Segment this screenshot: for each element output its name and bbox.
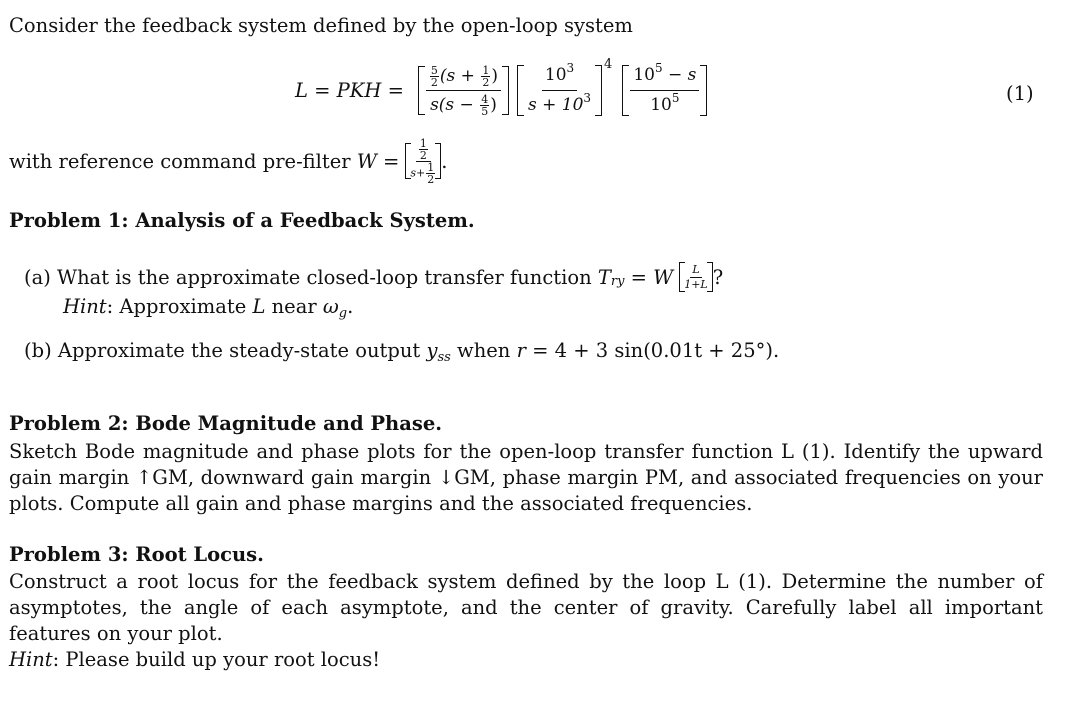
problem-1a-question: ? [712, 265, 724, 289]
factor-1-numerator: $\frac{5}{2}$ (s + $\frac{1}{2}$ ) [426, 64, 501, 91]
problem-1-title: Problem 1: Analysis of a Feedback System. [9, 209, 475, 232]
prefilter-denominator: s+ $\frac{1}{2}$ [410, 160, 435, 186]
factor-1-bracket [418, 64, 509, 117]
factor-3-numerator: $10^5 - s$ [630, 63, 699, 91]
problem-2-title: Problem 2: Bode Magnitude and Phase. [9, 412, 443, 435]
factor-2-fraction [523, 60, 596, 118]
prefilter-fraction [410, 138, 436, 185]
intro-text: Consider the feedback system defined by the open-loop system [9, 14, 633, 37]
factor-2-bracket [517, 60, 602, 118]
prefilter-numerator: $\frac{1}{2}$ [416, 138, 431, 162]
factor-3-denominator: $10^5$ [650, 90, 680, 115]
transfer-T: T [597, 265, 611, 289]
problem-3-title: Problem 3: Root Locus. [9, 543, 264, 566]
prefilter-text: with reference command pre-filter [9, 149, 351, 173]
problem-2-body: Sketch Bode magnitude and phase plots for the open-loop transfer function L (1). Identify the upward gain margin ↑GM, downward gain margin ↓GM, phase margin PM, and associated frequencies on your plots. Compute all gain and phase margins and the associated frequencies. [9, 440, 1043, 515]
problem-1a [24, 262, 723, 292]
problem-1a-hint: Hint: Approximate L near $\omega_g$. [63, 295, 354, 321]
equation-lhs: L = PKH = [295, 78, 404, 102]
closed-loop-fraction: L 1+L [684, 262, 708, 291]
half-fraction: $\frac{1}{2}$ [482, 63, 490, 89]
problem-3-body: Construct a root locus for the feedback system defined by the loop L (1). Determine the number of asymptotes, the angle of each asymptote, and the center of gravity. Carefully label all important features on your plot. [9, 570, 1043, 645]
four-fifths-fraction: $\frac{4}{5}$ [481, 92, 489, 118]
factor-3-bracket [622, 60, 707, 118]
closed-loop-bracket [679, 262, 713, 292]
transfer-T-sub: ry [610, 273, 625, 289]
transfer-eq: = W [630, 265, 674, 289]
problem-3-hint: Hint: Please build up your root locus! [9, 648, 381, 671]
prefilter-bracket [405, 136, 441, 186]
factor-2-denominator: $s + 10^3$ [527, 90, 592, 115]
factor-2-numerator: $10^3$ [542, 63, 577, 91]
factor-2-power: 4 [604, 56, 613, 72]
factor-3-fraction [628, 60, 701, 118]
prefilter-end: . [441, 149, 448, 173]
factor-1-denominator: s(s − $\frac{4}{5}$ ) [430, 92, 497, 118]
problem-1a-label: (a) [24, 265, 51, 289]
prefilter-line [9, 136, 448, 186]
factor-1-fraction [424, 64, 503, 117]
problem-1a-text: What is the approximate closed-loop transfer function [57, 265, 592, 289]
equation-number: (1) [1006, 82, 1034, 105]
problem-1b: (b) Approximate the steady-state output $y_{ss}$ when r = 4 + 3 sin(0.01t + 25°). [24, 339, 780, 365]
open-loop-equation [295, 58, 711, 122]
prefilter-symbol: W = [356, 149, 400, 173]
coef-fraction: $\frac{5}{2}$ [430, 63, 438, 89]
